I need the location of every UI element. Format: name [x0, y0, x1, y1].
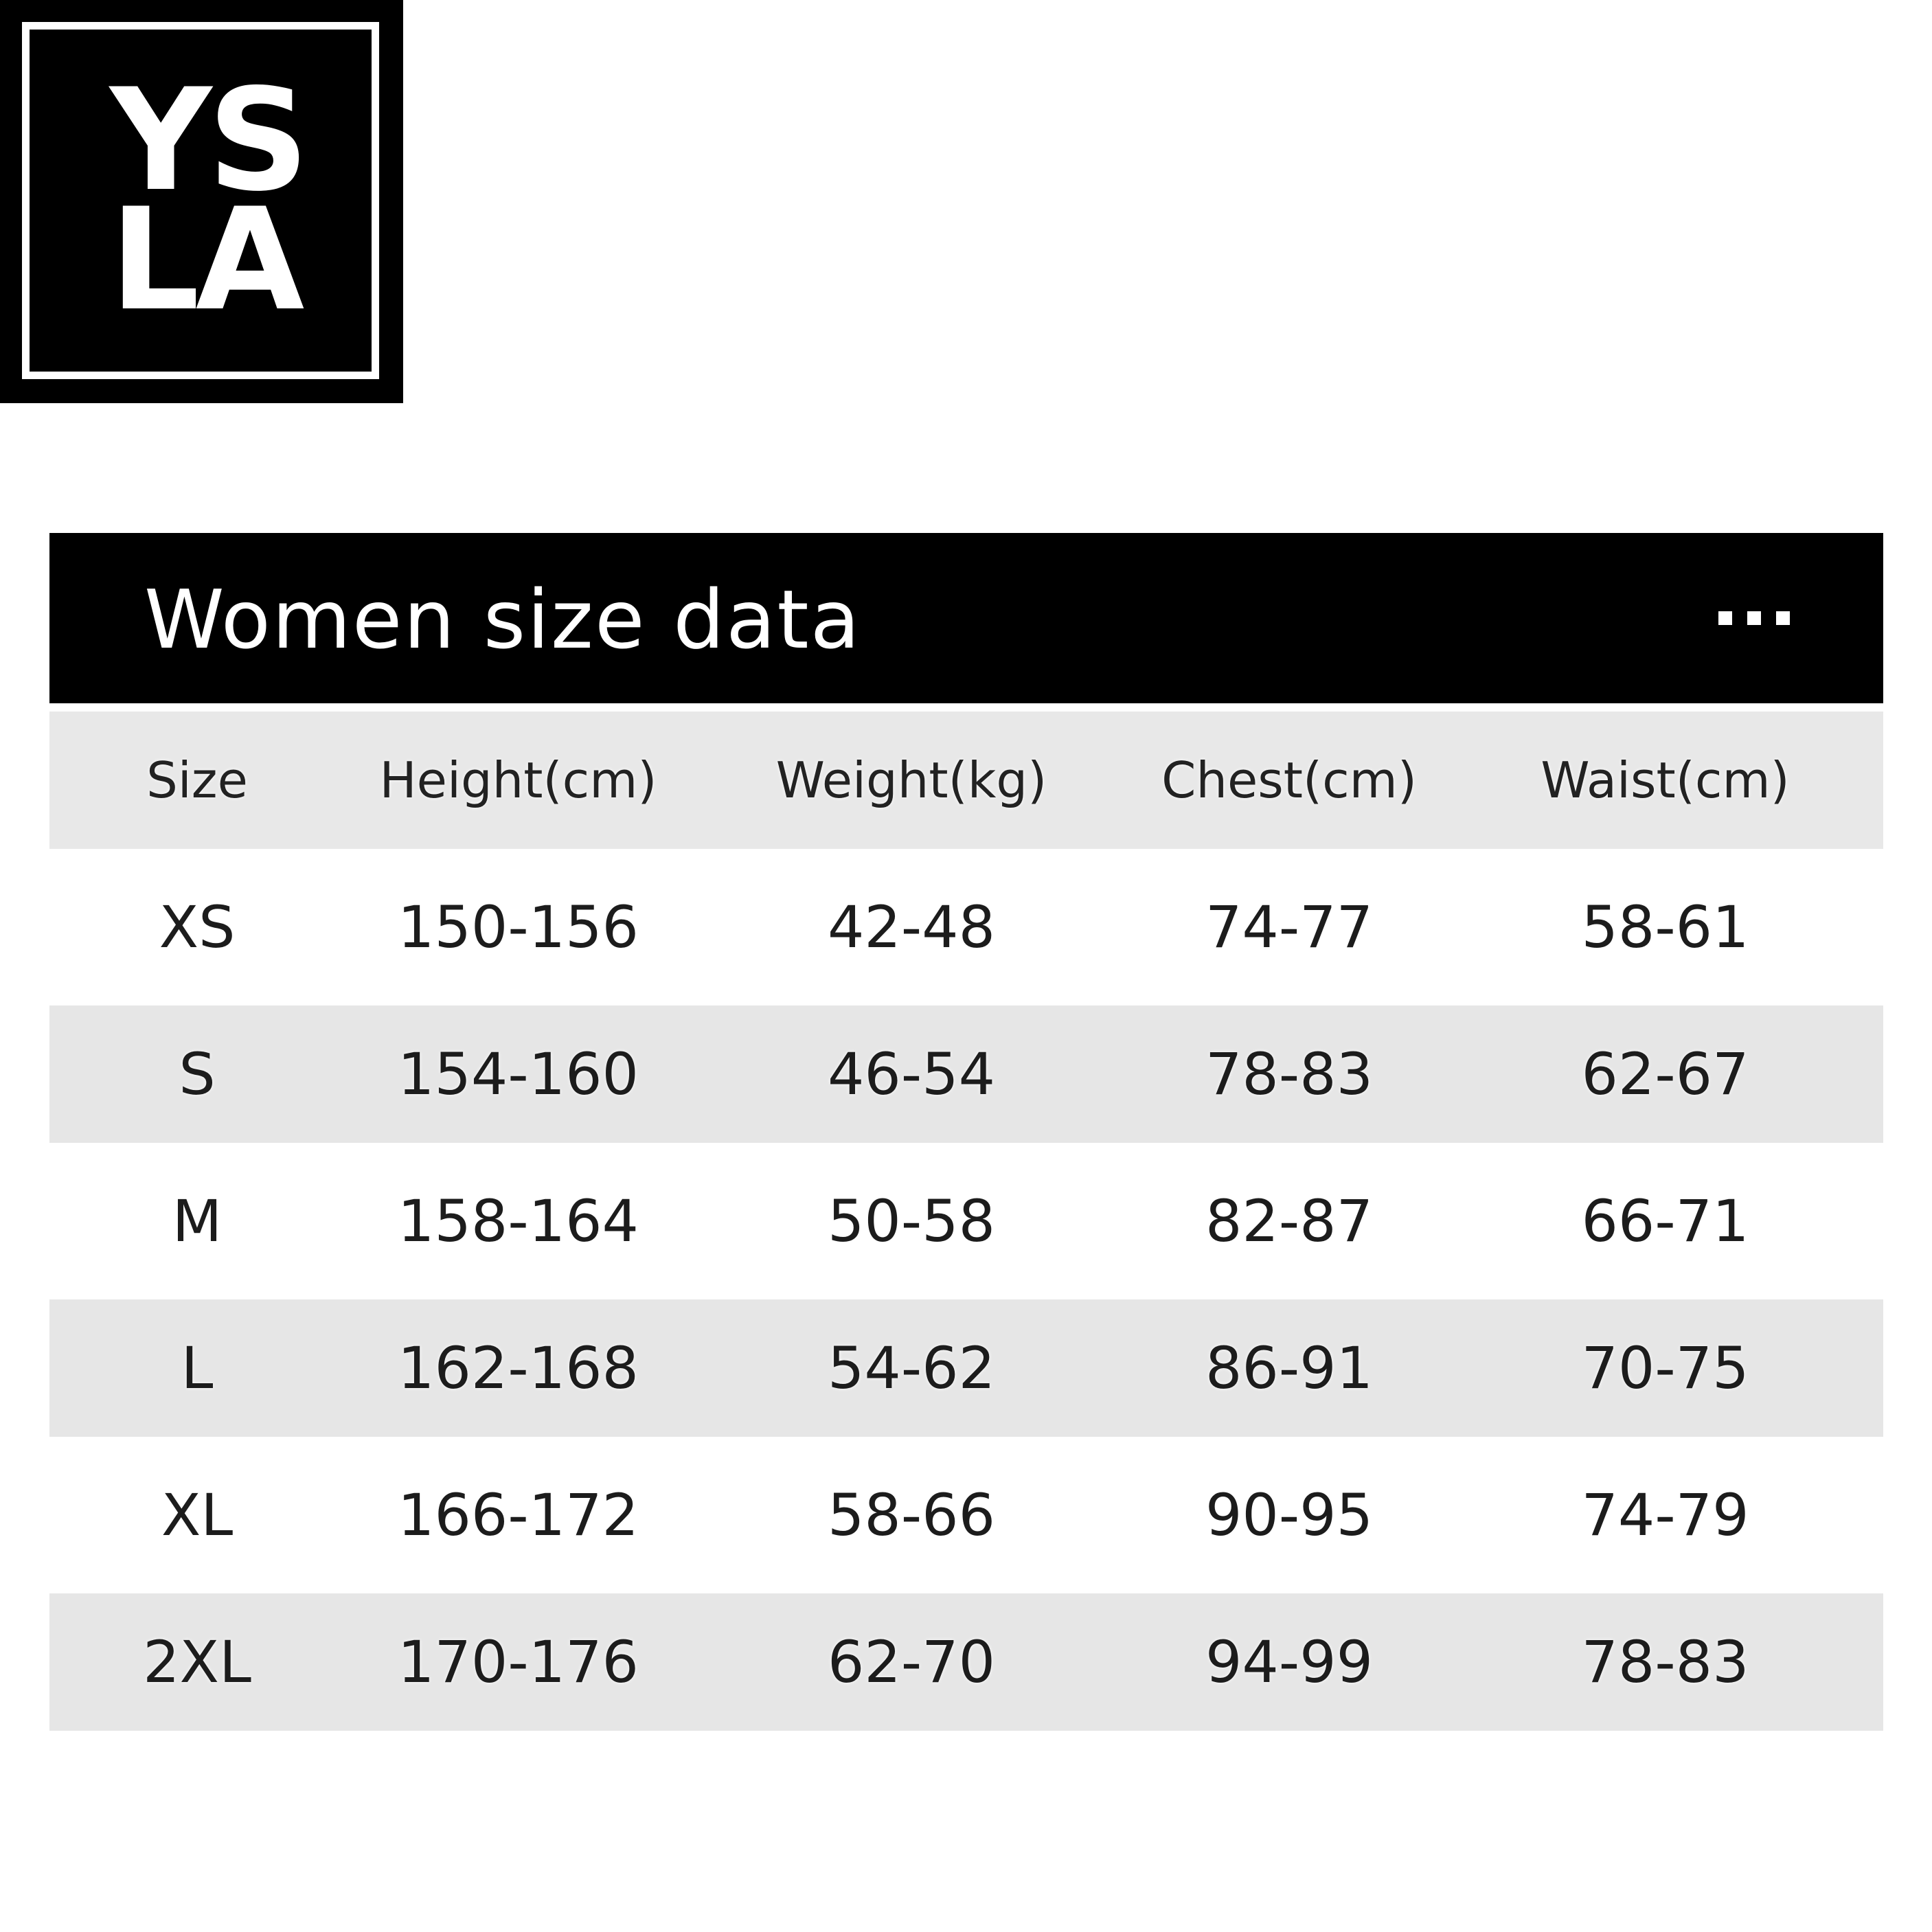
cell-weight: 58-66 — [827, 1481, 996, 1549]
size-table — [49, 712, 1883, 1731]
cell-chest: 82-87 — [1205, 1187, 1374, 1255]
cell-size: 2XL — [143, 1628, 251, 1696]
brand-logo — [0, 0, 403, 403]
cell-weight: 42-48 — [827, 894, 996, 961]
page-title: Women size data — [144, 572, 861, 667]
cell-chest: 90-95 — [1205, 1481, 1374, 1549]
cell-waist: 70-75 — [1581, 1334, 1749, 1402]
cell-waist: 66-71 — [1581, 1187, 1749, 1255]
cell-height: 150-156 — [398, 894, 639, 961]
table-row — [49, 1152, 1883, 1290]
table-row — [49, 1446, 1883, 1584]
cell-chest: 78-83 — [1205, 1041, 1374, 1108]
header-size: Size — [146, 751, 248, 809]
cell-height: 166-172 — [398, 1481, 639, 1549]
cell-size: XS — [159, 894, 236, 961]
cell-weight: 54-62 — [827, 1334, 996, 1402]
cell-height: 170-176 — [398, 1628, 639, 1696]
cell-waist: 78-83 — [1581, 1628, 1749, 1696]
header-weight: Weight(kg) — [775, 751, 1047, 809]
cell-weight: 50-58 — [827, 1187, 996, 1255]
logo-line-2: LA — [110, 179, 301, 342]
cell-size: XL — [161, 1481, 234, 1549]
ellipsis-icon — [1718, 591, 1794, 632]
cell-waist: 74-79 — [1581, 1481, 1749, 1549]
cell-chest: 94-99 — [1205, 1628, 1374, 1696]
table-row — [49, 859, 1883, 996]
logo-line-1: YS — [110, 59, 306, 223]
cell-size: S — [179, 1041, 216, 1108]
cell-waist: 58-61 — [1581, 894, 1749, 961]
header-chest: Chest(cm) — [1161, 751, 1417, 809]
cell-chest: 86-91 — [1205, 1334, 1374, 1402]
cell-height: 154-160 — [398, 1041, 639, 1108]
cell-height: 158-164 — [398, 1187, 639, 1255]
cell-chest: 74-77 — [1205, 894, 1374, 961]
table-row — [49, 1593, 1883, 1731]
header-waist: Waist(cm) — [1541, 751, 1790, 809]
cell-weight: 46-54 — [827, 1041, 996, 1108]
header-height: Height(cm) — [379, 751, 657, 809]
cell-size: L — [181, 1334, 214, 1402]
logo-text — [110, 59, 330, 342]
table-header-row — [49, 712, 1883, 849]
cell-weight: 62-70 — [827, 1628, 996, 1696]
cell-size: M — [172, 1187, 223, 1255]
cell-height: 162-168 — [398, 1334, 639, 1402]
table-row — [49, 1005, 1883, 1143]
title-bar — [49, 533, 1883, 703]
table-row — [49, 1299, 1883, 1437]
cell-waist: 62-67 — [1581, 1041, 1749, 1108]
